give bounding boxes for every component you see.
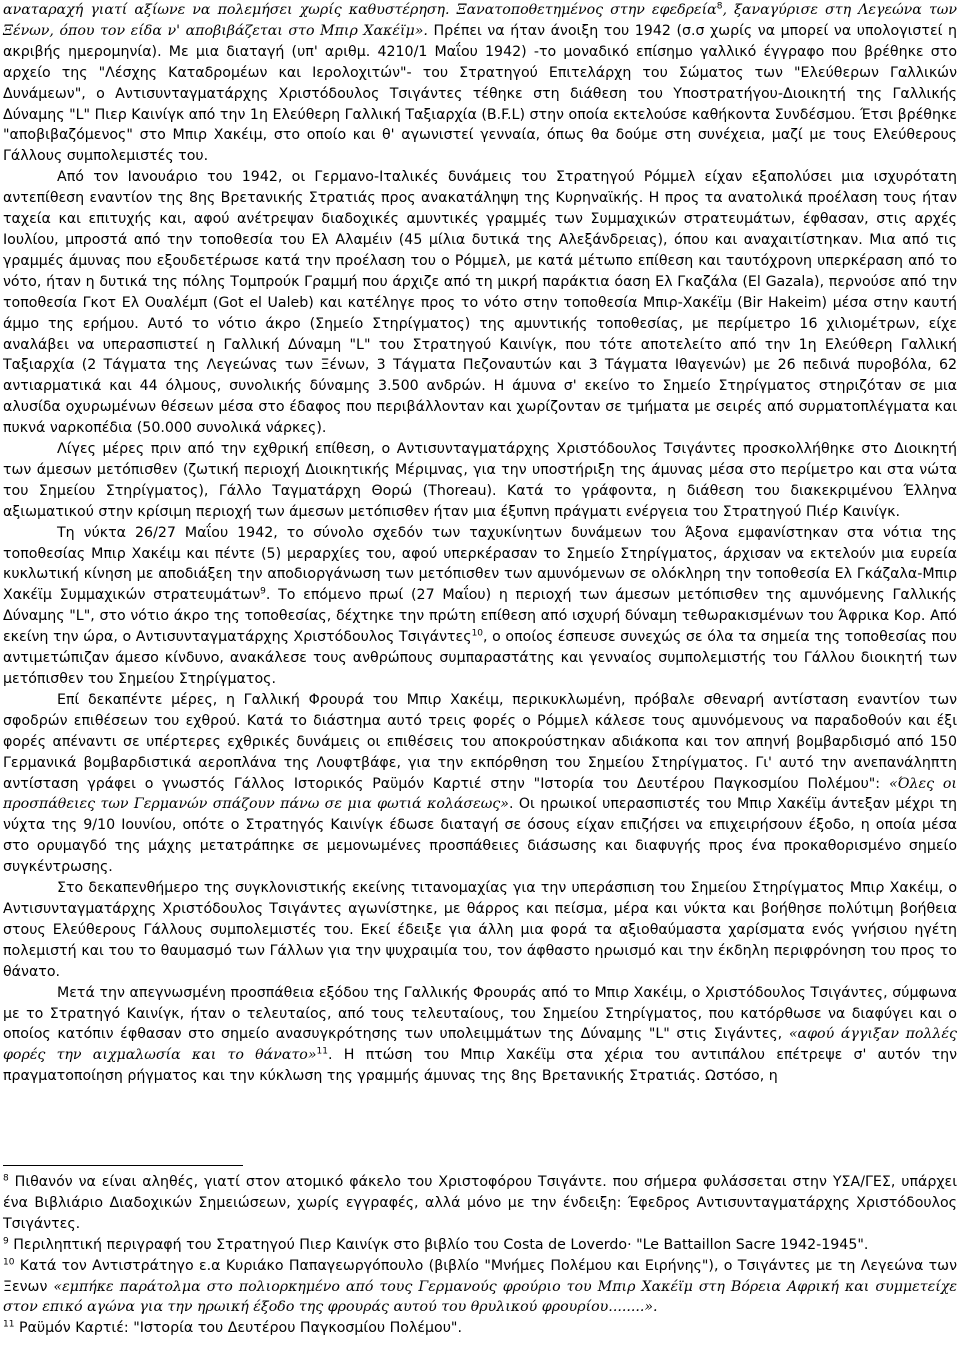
footnote-ref-9[interactable]: 9 xyxy=(260,586,266,597)
footnotes xyxy=(3,1172,957,1339)
footnote-text: Πιθανόν να είναι αληθές, γιατί στον ατομικό φάκελο του Χριστοφόρου Τσιγάντε. που σήμερα φυλάσσεται στην ΥΣΑ/ΓΕΣ, υπάρχει ένα Βιβλιάριο Διαδοχικών Σημειώσεων, χωρίς εγγραφές, αλλά μόνο με την ένδειξη: Έφεδρος Αντισυνταγματάρχης Χριστόδουλος Τσιγάντες. xyxy=(3,1174,958,1232)
quote-text: «Όλες οι προσπάθειες των Γερμανών σπάζουν πάνω σε μια φωτιά κολάσεως» xyxy=(3,775,957,813)
footnote-text: Περιληπτική περιγραφή του Στρατηγού Πιερ Καινίγκ στο βιβλίο του Costa de Loverdo· "Le Battaillon Sacre 1942-1945". xyxy=(13,1236,869,1253)
paragraph-text: Τη νύκτα 26/27 Μαΐου 1942, το σύνολο σχεδόν των ταχυκίνητων δυνάμεων του Άξονα εμφανίστηκαν στα νότια της τοποθεσίας Μπιρ Χακέιμ και πέντε (5) μεραρχίες του, αφού υπερκέρασαν το Σημείο Στηρίγματος, άρχισαν να εκτελούν μια ευρεία κυκλωτική κίνηση με αποδιάξεη την αποδιοργάνωση των μετόπισθεν των αμυνόμενων σε ολόκληρη την τοποθεσία Ελ Γκάζαλα-Μπιρ Χακέϊμ Συμμαχικών στρατευμάτων xyxy=(3,524,957,604)
paragraph-7 xyxy=(3,983,957,1088)
quote-text: , ξαναγύρισε στη Λεγεώνα των Ξένων, όπου τον είδα ν' αποβιβάζεται στο Μπιρ Χακέϊμ». xyxy=(3,2,957,39)
footnote-text: Ραϋμόν Καρτιέ: "Ιστορία του Δευτέρου Παγκοσμίου Πολέμου". xyxy=(18,1320,462,1337)
footnote-number: 8 xyxy=(3,1173,9,1184)
footnote-number: 10 xyxy=(3,1256,15,1267)
paragraph-1 xyxy=(3,0,957,167)
footnote-9 xyxy=(3,1235,957,1256)
quote-text: «αφού άγγιξαν πολλές φορές την αιχμαλωσία και το θάνατο» xyxy=(3,1026,957,1064)
footnote-11 xyxy=(3,1318,957,1339)
footnote-ref-10[interactable]: 10 xyxy=(471,628,484,639)
document-body xyxy=(3,0,957,1087)
footnote-ref-11[interactable]: 11 xyxy=(316,1046,328,1057)
paragraph-text: . Το επόμενο πρωί (27 Μαΐου) η περιοχή των άμεσων μετόπισθεν της αμυνόμενης Γαλλικής Δύναμης "L", στο νότιο άκρο της τοποθεσίας, δέχτηκε την πρώτη επίθεση από ισχυρή δύναμη τεθωρακισμένων του Άφρικα Κορ. Από εκείνη την ώρα, ο Αντισυνταγματάρχης Χριστόδουλος Τσιγάντες xyxy=(3,587,957,646)
paragraph-text: Επί δεκαπέντε μέρες, η Γαλλική Φρουρά του Μπιρ Χακέιμ, περικυκλωμένη, πρόβαλε σθεναρή αντίσταση εναντίον των σφοδρών επιθέσεων του εχθρού. Κατά το διάστημα αυτό τρεις φορές ο Ρόμμελ κάλεσε τους αμυνόμενους να παραδοθούν και έξι φορές απέναντι σε υπέρτερες εχθρικές δυνάμεις οι επιθέσεις του αποκρούστηκαν αδιάκοπα και τον απηνή βομβαρδισμό από 150 Γερμανικά βομβαρδιστικά αεροπλάνα της Λουφτβάφε, για την εκπόρθηση του Σημείου Στηρίγματος. Γι' αυτό την ανεπανάληπτη αντίσταση γράφει ο γνωστός Γάλλος Ιστορικός Ραϋμόν Καρτιέ στην "Ιστορία του Δευτέρου Παγκοσμίου Πολέμου": xyxy=(3,691,957,792)
footnote-number: 9 xyxy=(3,1235,9,1246)
paragraph-3: Λίγες μέρες πριν από την εχθρική επίθεση, ο Αντισυνταγματάρχης Χριστόδουλος Τσιγάντες προσκολλήθηκε στο Διοικητή των άμεσων μετόπισθεν (ζωτική περιοχή Διοικητικής Μέριμνας, για την υποστήριξη της άμυνας μέσα στο περίμετρο και στα νώτα του Σημείου Στηρίγματος), Γάλλο Ταγματάρχη Θορώ (Thoreau). Κατά το γράφοντα, η διάθεση του διακεκριμένου Έλληνα αξιωματικού στην κρίσιμη περιοχή των άμεσων μετόπισθεν ήταν μια έξυπνη πράγματι ενέργεια του Στρατηγού Πιέρ Καινίγκ. xyxy=(3,441,957,520)
footnote-8 xyxy=(3,1172,957,1235)
quote-text: «εμπήκε παράτολμα στο πολιορκημένο από τους Γερμανούς φρούριο του Μπιρ Χακέϊμ στη Βόρεια Αφρική και συμμετείχε στον επικό αγώνα για την ηρωική έξοδο της φρουράς αυτού του θρυλικού φρουρίου........». xyxy=(3,1278,957,1316)
footnote-number: 11 xyxy=(3,1319,15,1330)
footnote-10 xyxy=(3,1256,957,1319)
paragraph-5 xyxy=(3,690,957,878)
paragraph-4 xyxy=(3,523,957,690)
paragraph-text: , ο οποίος έσπευσε συνεχώς σε όλα τα σημεία της τοποθεσίας που αντιμετώπιζαν άμεσο κίνδυνο, ανακάλεσε τους ανθρώπους συμπαραστάτης και γενναίος συμπολεμιστής του Γάλλου διοικητή των μετόπισθεν του Σημείου Στηρίγματος. xyxy=(3,629,957,687)
paragraph-text: Μετά την απεγνωσμένη προσπάθεια εξόδου της Γαλλικής Φρουράς από το Μπιρ Χακέιμ, ο Χριστόδουλος Τσιγάντες, σύμφωνα με το Στρατηγό Καινίγκ, ήταν ο τελευταίος, από τους τελευταίους, του Σημείου Στηρίγματος, που κατόρθωσε να διαφύγει και ο οποίος κατόπιν έφθασαν στο σημείο ανασυγκρότησης των υπολειμμάτων της Δύναμης "L" στις Σιγάντες, xyxy=(3,984,957,1043)
paragraph-text: Πρέπει να ήταν άνοιξη του 1942 (σ.σ χωρίς να μπορεί να υπολογιστεί η ακριβής ημερομηνία). Με μια διαταγή (υπ' αριθμ. 4210/1 Μαΐου 1942) -το μοναδικό επίσημο γαλλικό έγγραφο που βρέθηκε στο αρχείο της "Λέσχης Καταδρομέων και Ιερολοχιτών"- του Στρατηγού Επιτελάρχη του Σώματος των "Ελεύθερων Γαλλικών Δυνάμεων", ο Αντισυνταγματάρχης Χριστόδουλος Τσιγάντες τέθηκε στη διάθεση του Υποστρατήγου-Διοικητή της Γαλλικής Δύναμης "L" Πιερ Καινίγκ από την 1η Ελεύθερη Γαλλική Ταξιαρχία (B.F.L) στην οποία εκτελούσε καθήκοντα Συνδέσμου. Έτσι βρέθηκε "αποβιβαζόμενος" στο Μπιρ Χακέιμ, στο οποίο και θ' αγωνιστεί γενναία, όπως θα δούμε στη συνέχεια, μαζί με τους Ελεύθερους Γάλλους συμπολεμιστές του. xyxy=(3,22,957,165)
paragraph-text: . Η πτώση του Μπιρ Χακέϊμ στα χέρια του αντιπάλου επέτρεψε σ' αυτόν την πραγματοποίηση ρήγματος και την κύκλωση της γραμμής άμυνας της 8ης Βρετανικής Στρατιάς. Ωστόσο, η xyxy=(3,1047,957,1085)
footnote-separator xyxy=(3,1165,243,1166)
footnote-ref-8[interactable]: 8 xyxy=(716,1,723,12)
paragraph-text: . Οι ηρωικοί υπερασπιστές του Μπιρ Χακέϊμ άντεξαν μέχρι τη νύχτα της 9/10 Ιουνίου, οπότε ο Στρατηγός Καινίγκ έδωσε διαταγή σε όσους είχαν επιζήσει να επιχειρήσουν έξοδο, η οποία μέσα στο ορυμαγδό της μάχης μετατράπηκε σε μεμονωμένες προσπάθειες διάσωσης και διαφυγής προς ένα προκαθορισμένο σημείο συγκέντρωσης. xyxy=(3,796,957,876)
paragraph-6: Στο δεκαπενθήμερο της συγκλονιστικής εκείνης τιτανομαχίας για την υπεράσπιση του Σημείου Στηρίγματος Μπιρ Χακέιμ, ο Αντισυνταγματάρχης Χριστόδουλος Τσιγάντες αγωνίστηκε, με θάρρος και πείσμα, μέρα και νύκτα και βοήθησε πολύτιμη βοήθεια στους Ελεύθερους Γάλλους συμπολεμιστές του. Εκεί έδειξε για άλλη μια φορά τα αξιοθαύμαστα χαρίσματα ενός γνήσιου ηγέτη πολεμιστή και του το θαυμασμό των Γάλλων για την ψυχραιμία του, τον άφθαστο ηρωισμό και την έκδηλη περιφρόνηση του προς το θάνατο. xyxy=(3,880,957,980)
footnote-text: Κατά τον Αντιστράτηγο ε.α Κυριάκο Παπαγεωργόπουλο (βιβλίο "Μνήμες Πολέμου και Ειρήνης"), ο Τσιγάντες με τη Λεγεώνα των Ξενων xyxy=(3,1257,957,1295)
quote-text: αναταραχή γιατί αξίωνε να πολεμήσει χωρίς καθυστέρηση. Ξανατοποθετημένος στην εφεδρεία xyxy=(3,2,717,18)
paragraph-2: Από τον Ιανουάριο του 1942, οι Γερμανο-Ιταλικές δυνάμεις του Στρατηγού Ρόμμελ είχαν εξαπολύσει μια ισχυρότατη αντεπίθεση εναντίον της 8ης Βρετανικής Στρατιάς προς ανακατάληψη της Κυρηναϊκής. Η προς τα ανατολικά προέλαση τους ήταν ταχεία και επιτυχής και, αφού ανέτρεψαν διαδοχικές αμυντικές γραμμές των Συμμαχικών στρατευμάτων, έφθασαν, στις αρχές Ιουλίου, μπροστά από την τοποθεσία του Ελ Αλαμέιν (45 μίλια δυτικά της Αλεξάνδρειας), όπου και αναχαιτίστηκαν. Μια από τις γραμμές άμυνας που εξουδετέρωσε κατά την προέλαση του ο Ρόμμελ, με κατά μέτωπο επίθεση και ταυτόχρονη υπερκέραση από το νότο, ήταν η δυτικά της πόλης Τομπρούκ Γραμμή που άρχιζε από τη μικρή παράκτια όαση Ελ Γκαζάλα (El Gazala), περνούσε από την τοποθεσία Γκοτ Ελ Ουαλέμπ (Got el Ualeb) και κατέληγε προς το νότο στην τοποθεσία Μπιρ-Χακέϊμ (Bir Hakeim) μέσα στην καυτή άμμο της ερήμου. Αυτό το νότιο άκρο (Σημείο Στηρίγματος) της αμυντικής τοποθεσίας, με περίμετρο 16 χιλιομέτρων, είχε αναλάβει να υπερασπιστεί η Γαλλική Δύναμη "L" του Στρατηγού Καινίγκ, που τότε αποτελείτο από την 1η Ελεύθερη Γαλλική Ταξιαρχία (2 Τάγματα της Λεγεώνας των Ξένων, 3 Τάγματα Πεζοναυτών και 3 Τάγματα Ιθαγενών) με 26 πεδινά πυροβόλα, 62 αντιαρματικά και 44 όλμους, συνολικής δύναμης 3.500 ανδρών. Η άμυνα σ' εκείνο το Σημείο Στηρίγματος στηριζόταν σε μια αλυσίδα οχυρωμένων θέσεων μέσα στο έδαφος που περιβάλλονταν και χωρίζονταν σε τμήματα με σειρές από συρματοπλέγματα και πυκνά ναρκοπέδια (50.000 συνολικά νάρκες). xyxy=(3,169,957,437)
